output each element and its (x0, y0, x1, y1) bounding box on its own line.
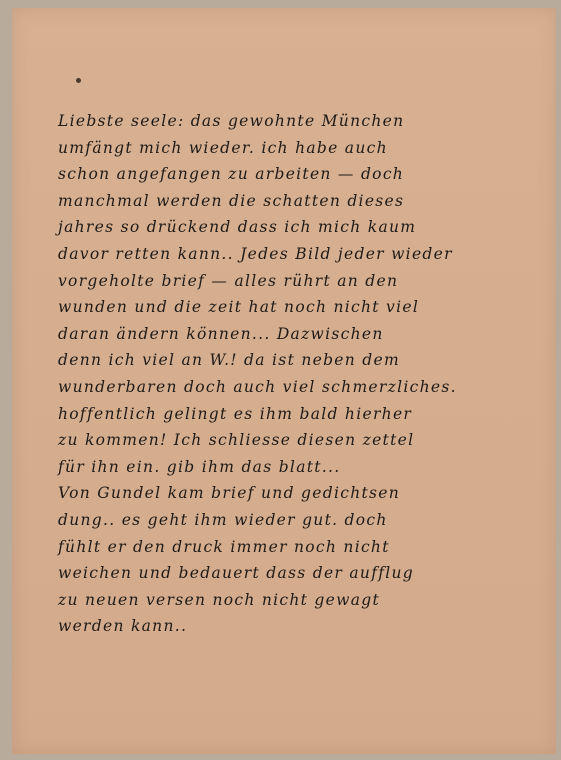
letter-line: für ihn ein. gib ihm das blatt... (58, 457, 341, 476)
letter-line: wunden und die zeit hat noch nicht viel (58, 298, 420, 317)
letter-line: werden kann.. (58, 617, 188, 636)
letter-line: hoffentlich gelingt es ihm bald hierher (58, 404, 413, 423)
letter-line: vorgeholte brief — alles rührt an den (58, 271, 399, 290)
letter-line: weichen und bedauert dass der aufflug (58, 564, 415, 583)
letter-line: jahres so drückend dass ich mich kaum (58, 218, 417, 237)
letter-line: Von Gundel kam brief und gedichtsen (58, 484, 401, 503)
letter-line: umfängt mich wieder. ich habe auch (58, 138, 388, 157)
handwritten-letter (58, 108, 548, 640)
letter-line: schon angefangen zu arbeiten — doch (58, 165, 405, 184)
letter-line: zu kommen! Ich schliesse diesen zettel (58, 431, 415, 450)
letter-line: manchmal werden die schatten dieses (58, 191, 405, 210)
ink-speck (76, 78, 81, 83)
letter-line: fühlt er den druck immer noch nicht (58, 537, 390, 556)
letter-line: denn ich viel an W.! da ist neben dem (58, 351, 400, 370)
letter-line: zu neuen versen noch nicht gewagt (58, 590, 380, 609)
letter-line: daran ändern können... Dazwischen (58, 324, 384, 343)
letter-line: wunderbaren doch auch viel schmerzliches. (58, 377, 457, 396)
letter-line: Liebste seele: das gewohnte München (58, 112, 405, 130)
letter-line: dung.. es geht ihm wieder gut. doch (58, 510, 388, 529)
letter-line: davor retten kann.. Jedes Bild jeder wieder (58, 244, 453, 263)
